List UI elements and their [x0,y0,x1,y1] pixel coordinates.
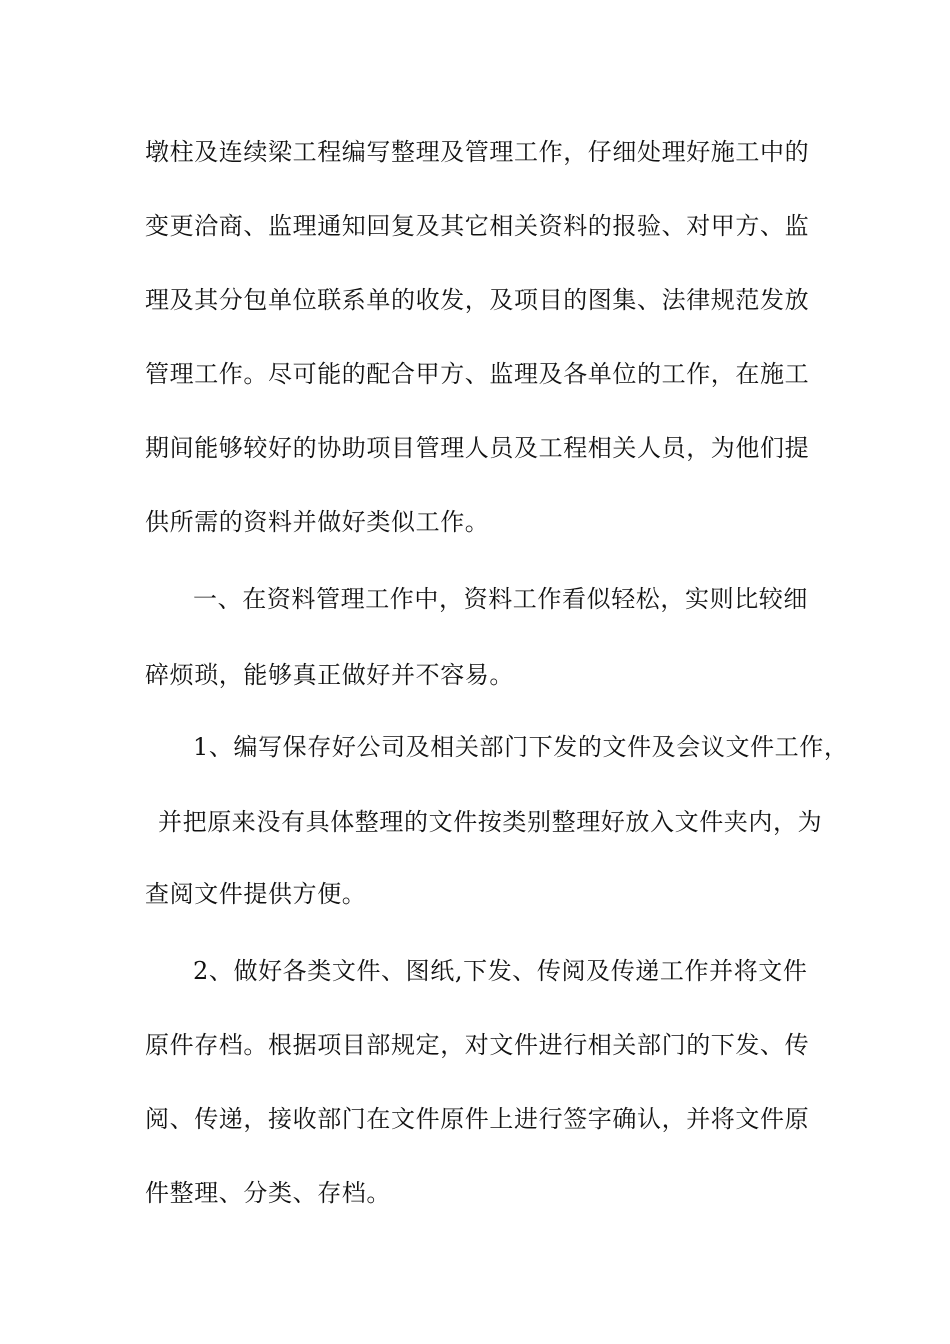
text-line: 理及其分包单位联系单的收发，及项目的图集、法律规范发放 [145,286,810,314]
text-line: 碎烦琐，能够真正做好并不容易。 [145,661,514,689]
text-line: 查阅文件提供方便。 [145,880,367,908]
text-line: 一、在资料管理工作中，资料工作看似轻松，实则比较细 [193,585,808,613]
text-line: 2、做好各类文件、图纸,下发、传阅及传递工作并将文件 [193,957,808,985]
text-line: 件整理、分类、存档。 [145,1179,391,1207]
text-line: 1、编写保存好公司及相关部门下发的文件及会议文件工作， [193,733,849,761]
text-line: 阅、传递，接收部门在文件原件上进行签字确认，并将文件原 [145,1105,810,1133]
text-line: 期间能够较好的协助项目管理人员及工程相关人员，为他们提 [145,434,810,462]
text-line: 管理工作。尽可能的配合甲方、监理及各单位的工作，在施工 [145,360,810,388]
text-line: 墩柱及连续梁工程编写整理及管理工作，仔细处理好施工中的 [145,138,810,166]
text-line: 变更洽商、监理通知回复及其它相关资料的报验、对甲方、监 [145,212,810,240]
text-line: 供所需的资料并做好类似工作。 [145,508,490,536]
text-line: 原件存档。根据项目部规定，对文件进行相关部门的下发、传 [145,1031,810,1059]
text-line: 并把原来没有具体整理的文件按类别整理好放入文件夹内，为 [158,808,823,836]
